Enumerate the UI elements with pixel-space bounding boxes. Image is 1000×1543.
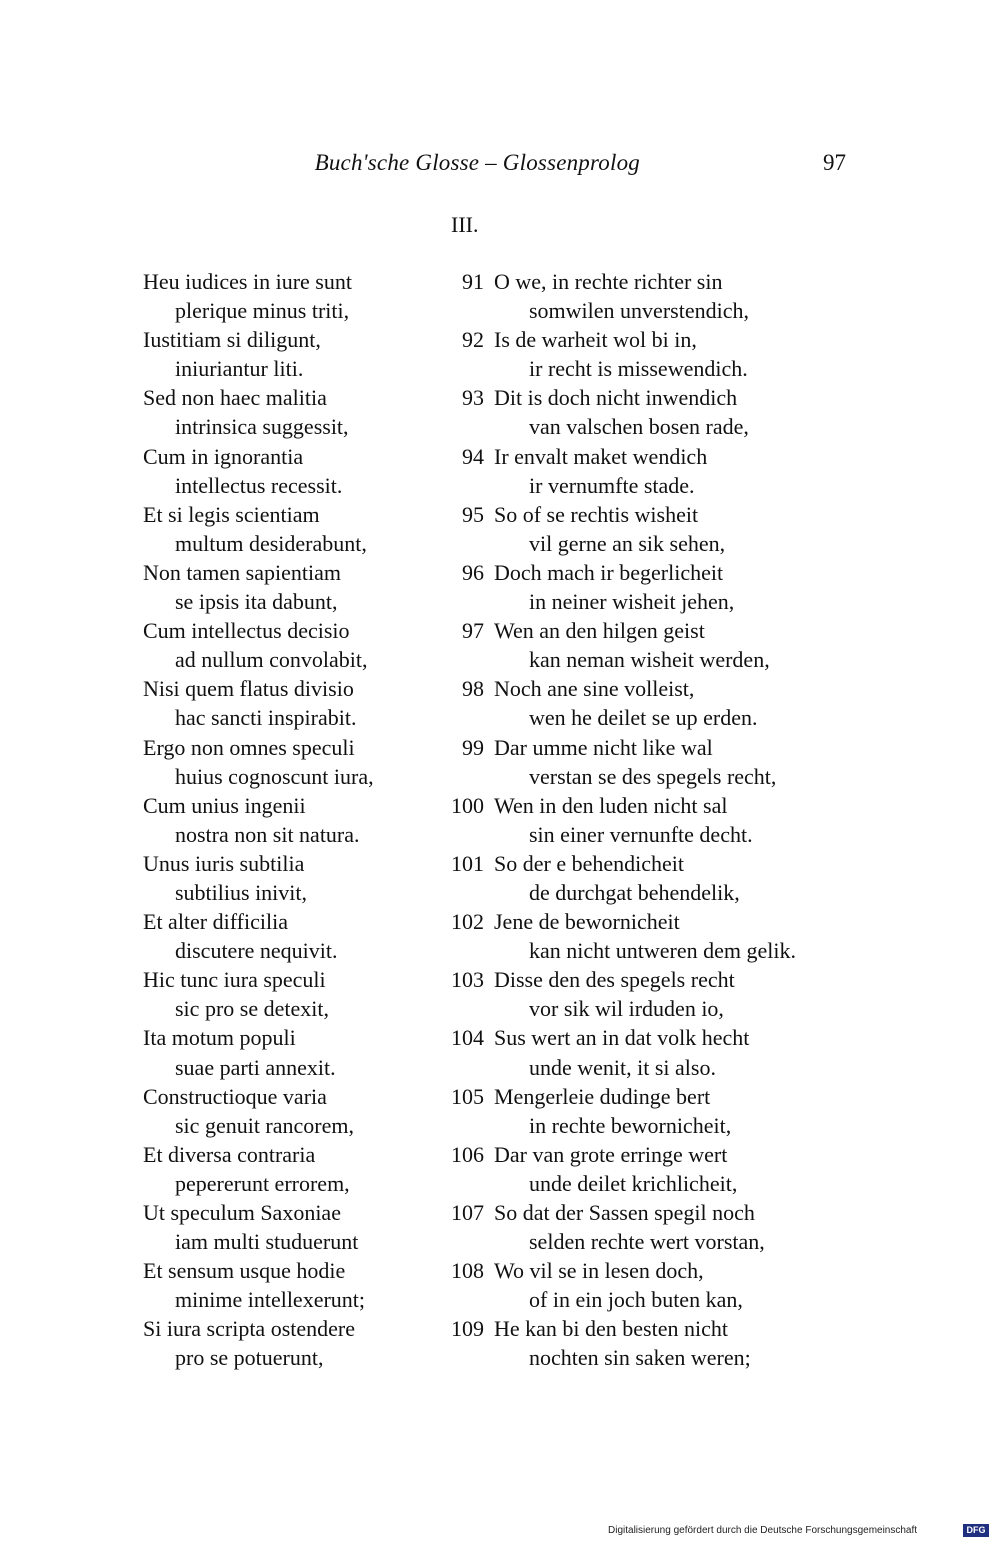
- german-stanza: [440, 849, 860, 907]
- verse-text: van valschen bosen rade,: [529, 414, 749, 440]
- verse-text: Dit is doch nicht inwendich: [494, 385, 738, 411]
- german-verse-line: [440, 703, 860, 732]
- latin-stanza: [143, 1256, 433, 1314]
- funding-notice: Digitalisierung gefördert durch die Deutsche Forschungsgemeinschaft: [608, 1525, 918, 1536]
- german-verse-line: [440, 354, 860, 383]
- verse-text: Dar van grote erringe wert: [494, 1141, 728, 1167]
- stanza-number: 105: [451, 1083, 484, 1109]
- german-verse-line: [440, 762, 860, 791]
- verse-text: Wen in den luden nicht sal: [494, 792, 728, 818]
- german-verse-line: [440, 500, 860, 529]
- german-verse-line: [440, 907, 860, 936]
- latin-verse-line: intellectus recessit.: [175, 472, 343, 498]
- verse-text: verstan se des spegels recht,: [529, 763, 777, 789]
- section-number: III.: [451, 212, 479, 237]
- latin-verse-line: Et si legis scientiam: [143, 501, 320, 527]
- verse-text: Noch ane sine volleist,: [494, 676, 695, 702]
- latin-verse-line: Iustitiam si diligunt,: [143, 327, 321, 353]
- latin-verse-line: pro se potuerunt,: [175, 1345, 324, 1371]
- verse-text: kan neman wisheit werden,: [529, 647, 770, 673]
- verse-text: vor sik wil irduden io,: [529, 996, 724, 1022]
- stanza-number: 107: [451, 1200, 484, 1225]
- verse-text: Sus wert an in dat volk hecht: [494, 1025, 750, 1051]
- latin-verse-line: Sed non haec malitia: [143, 385, 327, 411]
- stanza-number: 102: [451, 909, 484, 935]
- german-verse-line: [440, 1198, 860, 1227]
- verse-text: kan nicht untweren dem gelik.: [529, 938, 796, 964]
- stanza-number: 96: [462, 559, 484, 585]
- german-verse-line: [440, 1023, 860, 1052]
- german-verse-line: [440, 296, 860, 325]
- latin-stanza: [143, 558, 433, 616]
- verse-text: ir recht is missewendich.: [529, 356, 748, 382]
- latin-text-column: [143, 267, 433, 1373]
- stanza-number: 92: [462, 327, 484, 353]
- german-verse-line: [440, 529, 860, 558]
- german-verse-line: [440, 325, 860, 354]
- german-stanza: [440, 383, 860, 441]
- verse-text: nochten sin saken weren;: [529, 1345, 751, 1371]
- german-stanza: [440, 1256, 860, 1314]
- latin-verse-line: Heu iudices in iure sunt: [143, 269, 352, 294]
- german-stanza: [440, 791, 860, 849]
- stanza-number: 104: [451, 1025, 484, 1051]
- german-verse-line: [440, 994, 860, 1023]
- german-verse-line: [440, 1053, 860, 1082]
- german-verse-line: [440, 878, 860, 907]
- verse-text: Dar umme nicht like wal: [494, 734, 713, 760]
- german-stanza: [440, 1314, 860, 1372]
- german-stanza: [440, 1082, 860, 1140]
- latin-stanza: [143, 325, 433, 383]
- verse-text: wen he deilet se up erden.: [529, 705, 758, 731]
- german-verse-line: [440, 267, 860, 296]
- german-verse-line: [440, 849, 860, 878]
- stanza-number: 95: [462, 501, 484, 527]
- stanza-number: 97: [462, 618, 484, 644]
- german-stanza: [440, 733, 860, 791]
- german-stanza: [440, 267, 860, 325]
- german-verse-line: [440, 1343, 860, 1372]
- latin-stanza: [143, 1140, 433, 1198]
- latin-stanza: [143, 1198, 433, 1256]
- german-stanza: [440, 1023, 860, 1081]
- german-stanza: [440, 442, 860, 500]
- latin-verse-line: se ipsis ita dabunt,: [175, 589, 338, 615]
- german-verse-line: [440, 733, 860, 762]
- latin-verse-line: Non tamen sapientiam: [143, 559, 341, 585]
- verse-text: So of se rechtis wisheit: [494, 501, 699, 527]
- latin-verse-line: Si iura scripta ostendere: [143, 1316, 355, 1342]
- verse-text: He kan bi den besten nicht: [494, 1316, 728, 1342]
- verse-text: Is de warheit wol bi in,: [494, 327, 697, 353]
- latin-verse-line: Et sensum usque hodie: [143, 1258, 346, 1284]
- stanza-number: 98: [462, 676, 484, 702]
- verse-text: Jene de bewornicheit: [494, 909, 680, 935]
- stanza-number: 93: [462, 385, 484, 411]
- german-verse-line: [440, 616, 860, 645]
- german-verse-line: [440, 412, 860, 441]
- german-stanza: [440, 558, 860, 616]
- german-stanza: [440, 500, 860, 558]
- german-verse-line: [440, 791, 860, 820]
- verse-text: So dat der Sassen spegil noch: [494, 1200, 755, 1225]
- latin-verse-line: Ita motum populi: [143, 1025, 296, 1051]
- latin-verse-line: suae parti annexit.: [175, 1054, 336, 1080]
- verse-text: Doch mach ir begerlicheit: [494, 559, 724, 585]
- latin-stanza: [143, 733, 433, 791]
- latin-verse-line: nostra non sit natura.: [175, 821, 360, 847]
- verse-text: ir vernumfte stade.: [529, 472, 695, 498]
- verse-text: unde wenit, it si also.: [529, 1054, 716, 1080]
- verse-text: Wen an den hilgen geist: [494, 618, 705, 644]
- verse-text: vil gerne an sik sehen,: [529, 530, 726, 556]
- german-stanza: [440, 674, 860, 732]
- german-verse-line: [440, 1169, 860, 1198]
- verse-text: of in ein joch buten kan,: [529, 1287, 743, 1313]
- german-verse-line: [440, 1285, 860, 1314]
- german-verse-line: [440, 965, 860, 994]
- german-verse-line: [440, 558, 860, 587]
- german-verse-line: [440, 674, 860, 703]
- latin-verse-line: iniuriantur liti.: [175, 356, 304, 382]
- latin-verse-line: hac sancti inspirabit.: [175, 705, 357, 731]
- latin-verse-line: Nisi quem flatus divisio: [143, 676, 354, 702]
- german-verse-line: [440, 587, 860, 616]
- latin-stanza: [143, 500, 433, 558]
- german-stanza: [440, 616, 860, 674]
- german-verse-line: [440, 471, 860, 500]
- latin-verse-line: Cum intellectus decisio: [143, 618, 350, 644]
- latin-stanza: [143, 616, 433, 674]
- verse-text: Mengerleie dudinge bert: [494, 1083, 711, 1109]
- dfg-logo: DFG: [963, 1524, 989, 1537]
- latin-verse-line: Hic tunc iura speculi: [143, 967, 326, 993]
- latin-stanza: [143, 383, 433, 441]
- stanza-number: 91: [462, 269, 484, 294]
- verse-text: So der e behendicheit: [494, 850, 684, 876]
- german-verse-line: [440, 442, 860, 471]
- german-verse-line: [440, 1082, 860, 1111]
- latin-verse-line: Unus iuris subtilia: [143, 850, 305, 876]
- verse-text: Disse den des spegels recht: [494, 967, 735, 993]
- latin-verse-line: sic genuit rancorem,: [175, 1112, 354, 1138]
- verse-text: somwilen unverstendich,: [529, 298, 749, 324]
- latin-stanza: [143, 442, 433, 500]
- german-verse-line: [440, 1256, 860, 1285]
- verse-text: de durchgat behendelik,: [529, 879, 740, 905]
- latin-stanza: [143, 791, 433, 849]
- german-verse-line: [440, 936, 860, 965]
- stanza-number: 109: [451, 1316, 484, 1342]
- latin-stanza: [143, 1082, 433, 1140]
- stanza-number: 99: [462, 734, 484, 760]
- verse-text: O we, in rechte richter sin: [494, 269, 723, 294]
- latin-verse-line: ad nullum convolabit,: [175, 647, 368, 673]
- german-verse-line: [440, 1314, 860, 1343]
- latin-verse-line: intrinsica suggessit,: [175, 414, 349, 440]
- latin-stanza: [143, 674, 433, 732]
- german-stanza: [440, 1140, 860, 1198]
- stanza-number: 101: [451, 850, 484, 876]
- page-number: 97: [823, 150, 846, 175]
- german-verse-line: [440, 1111, 860, 1140]
- german-stanza: [440, 1198, 860, 1256]
- latin-verse-line: Constructioque varia: [143, 1083, 327, 1109]
- verse-text: unde deilet krichlicheit,: [529, 1170, 738, 1196]
- verse-text: in rechte bewornicheit,: [529, 1112, 732, 1138]
- german-verse-line: [440, 1227, 860, 1256]
- german-stanza: [440, 325, 860, 383]
- verse-text: in neiner wisheit jehen,: [529, 589, 735, 615]
- latin-stanza: [143, 907, 433, 965]
- latin-stanza: [143, 1023, 433, 1081]
- latin-verse-line: iam multi studuerunt: [175, 1229, 359, 1255]
- latin-verse-line: Et diversa contraria: [143, 1141, 316, 1167]
- latin-verse-line: Cum unius ingenii: [143, 792, 306, 818]
- latin-verse-line: Cum in ignorantia: [143, 443, 304, 469]
- stanza-number: 106: [451, 1141, 484, 1167]
- verse-text: Wo vil se in lesen doch,: [494, 1258, 704, 1284]
- verse-text: selden rechte wert vorstan,: [529, 1229, 765, 1255]
- latin-stanza: [143, 1314, 433, 1372]
- latin-verse-line: sic pro se detexit,: [175, 996, 329, 1022]
- german-verse-line: [440, 1140, 860, 1169]
- latin-verse-line: multum desiderabunt,: [175, 530, 367, 556]
- latin-stanza: [143, 267, 433, 325]
- latin-verse-line: Ut speculum Saxoniae: [143, 1200, 341, 1225]
- latin-verse-line: Et alter difficilia: [143, 909, 288, 935]
- stanza-number: 94: [462, 443, 484, 469]
- german-stanza: [440, 965, 860, 1023]
- stanza-number: 103: [451, 967, 484, 993]
- german-verse-line: [440, 645, 860, 674]
- verse-text: Ir envalt maket wendich: [494, 443, 708, 469]
- german-verse-line: [440, 383, 860, 412]
- latin-verse-line: plerique minus triti,: [175, 298, 350, 324]
- stanza-number: 100: [451, 792, 484, 818]
- latin-verse-line: minime intellexerunt;: [175, 1287, 366, 1313]
- german-verse-line: [440, 820, 860, 849]
- latin-verse-line: discutere nequivit.: [175, 938, 338, 964]
- latin-stanza: [143, 965, 433, 1023]
- german-text-column: [440, 267, 860, 1373]
- latin-verse-line: huius cognoscunt iura,: [175, 763, 374, 789]
- latin-verse-line: pepererunt errorem,: [175, 1170, 350, 1196]
- stanza-number: 108: [451, 1258, 484, 1284]
- running-title: Buch'sche Glosse – Glossenprolog: [314, 150, 640, 175]
- latin-verse-line: subtilius inivit,: [175, 879, 308, 905]
- verse-text: sin einer vernunfte decht.: [529, 821, 753, 847]
- german-stanza: [440, 907, 860, 965]
- latin-stanza: [143, 849, 433, 907]
- latin-verse-line: Ergo non omnes speculi: [143, 734, 355, 760]
